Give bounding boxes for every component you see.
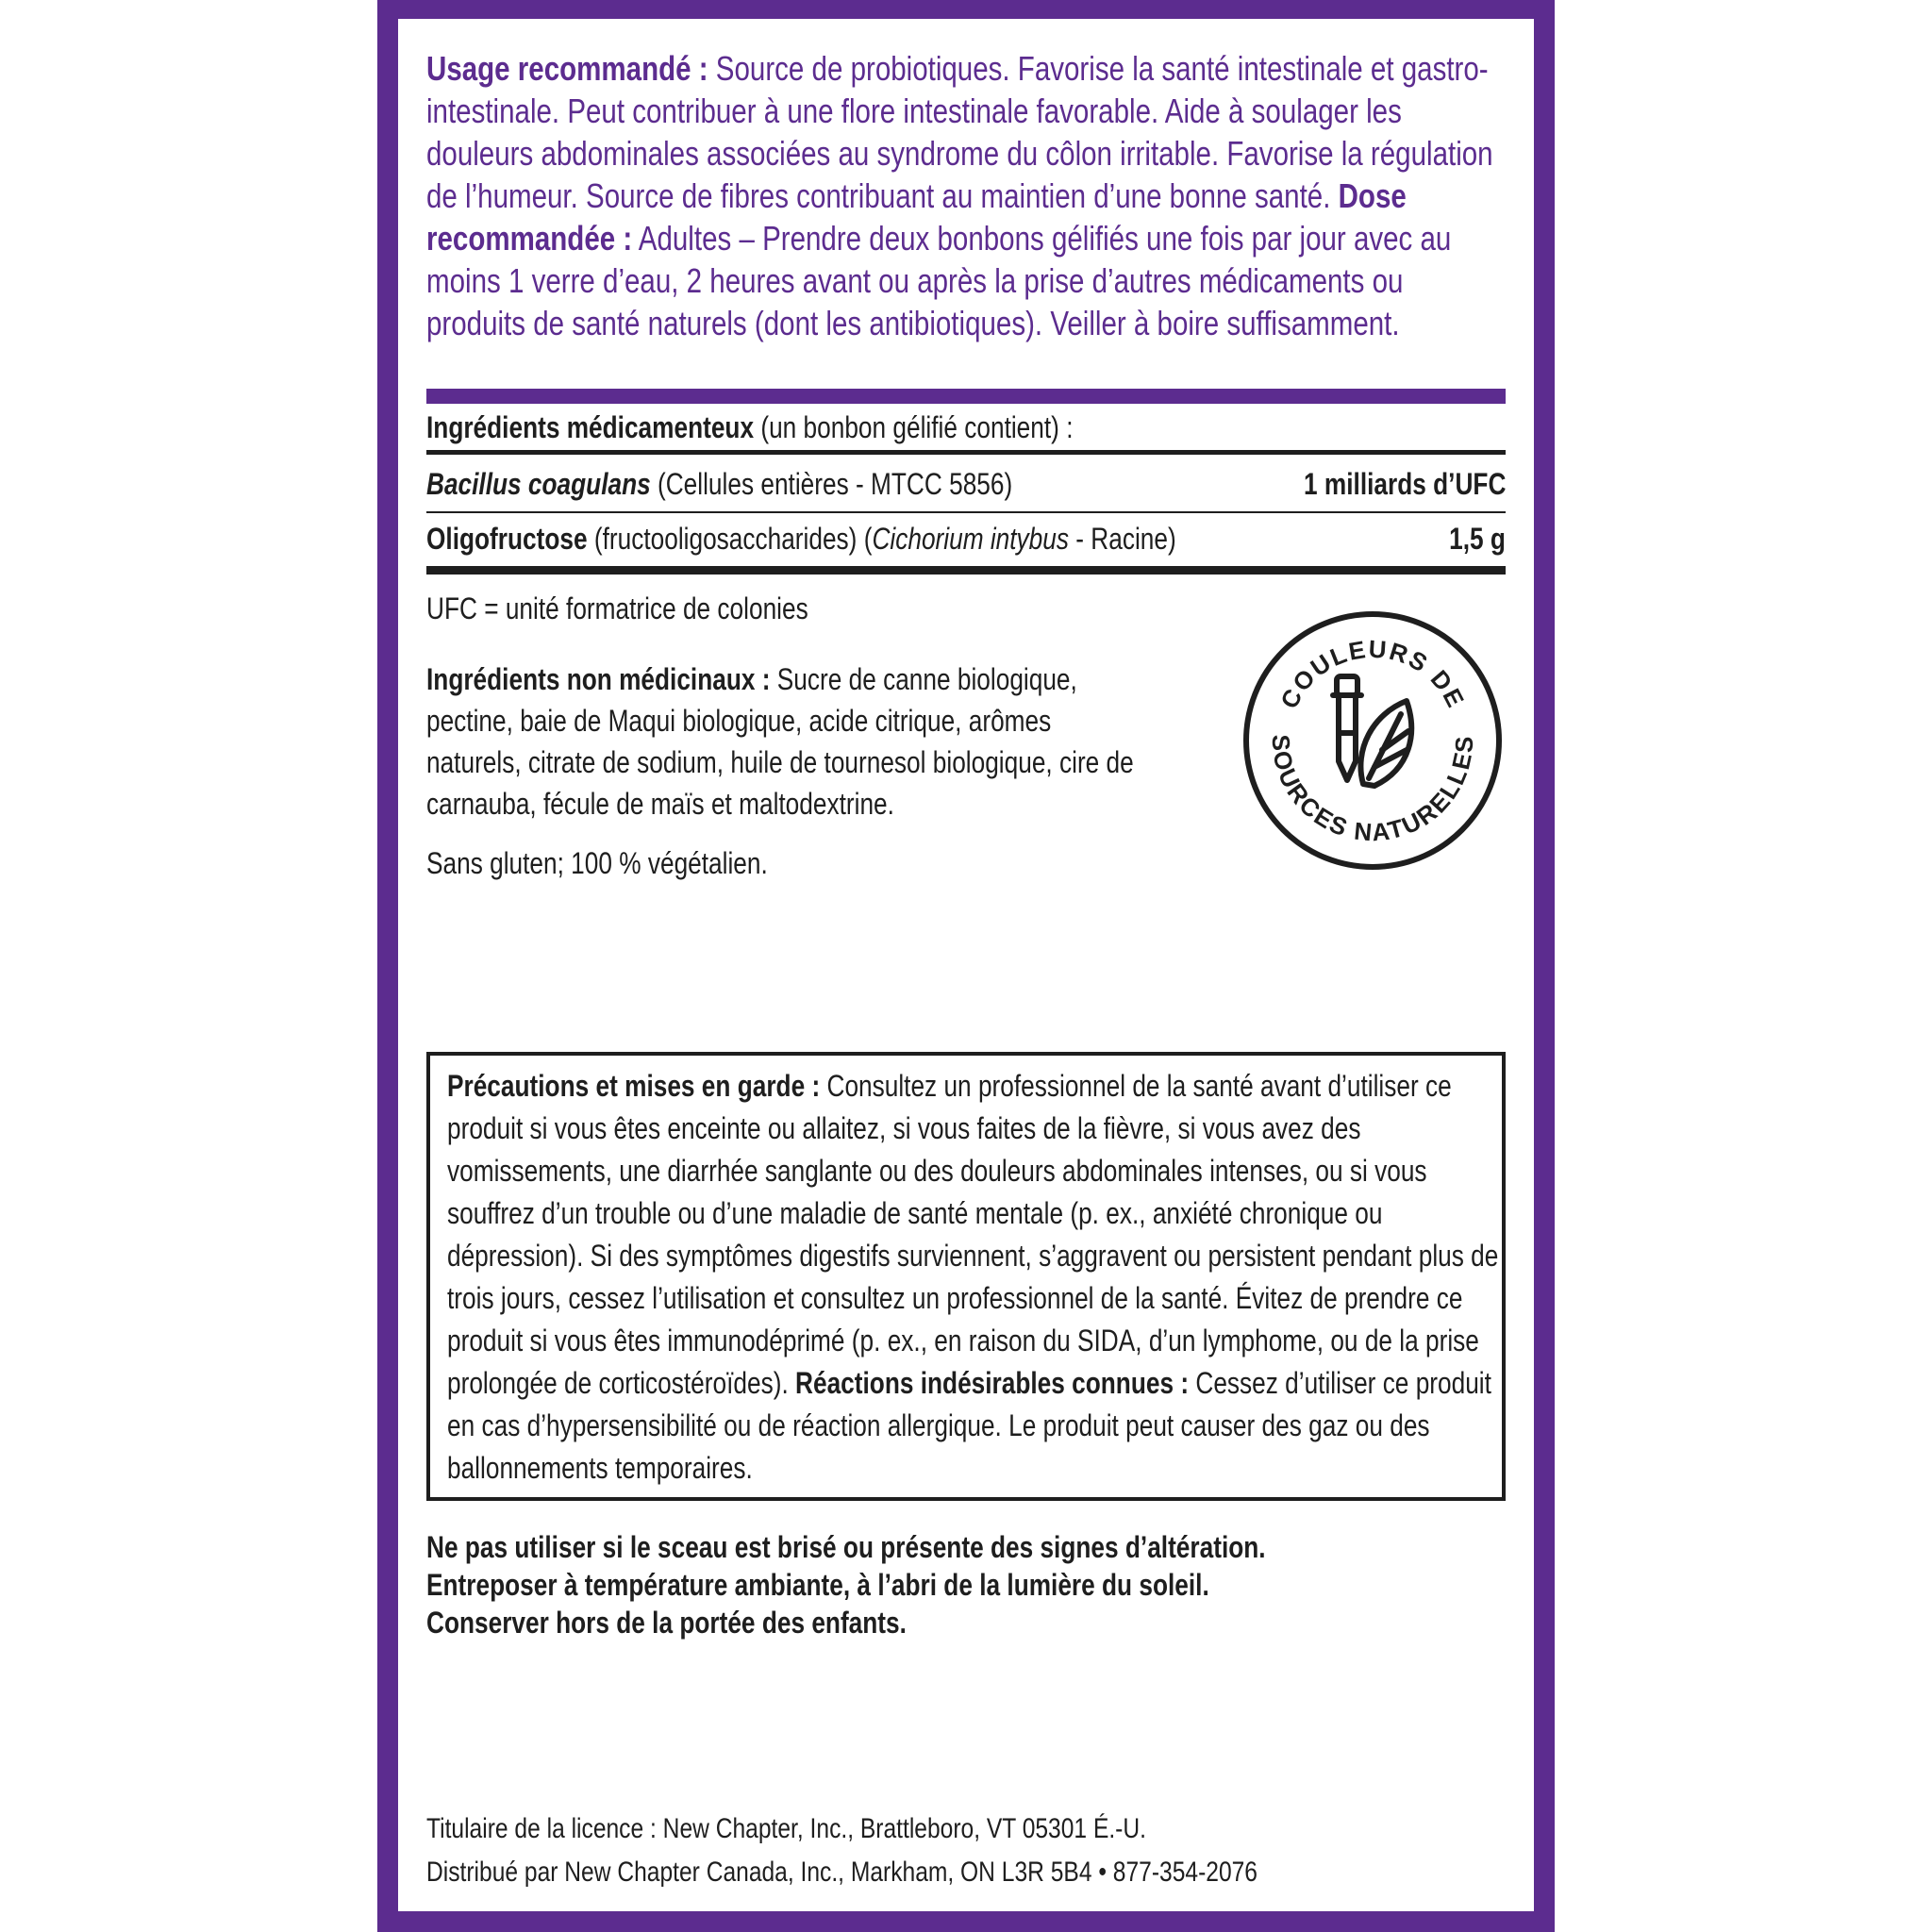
ingredient-amount: 1 milliards d’UFC (1303, 467, 1506, 501)
usage-label: Usage recommandé : (426, 49, 708, 88)
ingredient-name (426, 519, 1176, 558)
notice-line: Ne pas utiliser si le sceau est brisé ou présente des signes d’altération. (426, 1530, 1266, 1564)
non-medicinal-text: Sucre de canne biologique, pectine, baie de Maqui biologique, acide citrique, arômes naturels, citrate de sodium, huile de tournesol biologique, cire de carnauba, fécule de maïs et maltodextrine. (426, 662, 1134, 821)
ufc-note: UFC = unité formatrice de colonies (426, 591, 808, 625)
right-margin (1555, 0, 1932, 1932)
gluten-note: Sans gluten; 100 % végétalien. (426, 846, 768, 880)
ingredient-detail: - Racine) (1068, 522, 1176, 556)
dose-label: Dose recommandée : (426, 176, 1407, 258)
medicinal-heading-rest: (un bonbon gélifié contient) : (754, 410, 1074, 444)
license-holder: Titulaire de la licence : New Chapter, Inc., Brattleboro, VT 05301 É.-U. (426, 1813, 1146, 1844)
natural-colors-badge (1241, 608, 1505, 873)
non-medicinal-paragraph (426, 658, 1142, 824)
footer (426, 1807, 1257, 1894)
distributor: Distribué par New Chapter Canada, Inc., Markham, ON L3R 5B4 • 877-354-2076 (426, 1857, 1257, 1888)
notice-line: Entreposer à température ambiante, à l’abri de la lumière du soleil. (426, 1568, 1209, 1602)
non-medicinal-section (426, 658, 1134, 824)
reactions-text: Cessez d’utiliser ce produit en cas d’hypersensibilité ou de réaction allergique. Le produit peut causer des gaz ou des ballonnements temporaires. (447, 1366, 1491, 1485)
usage-paragraph (426, 47, 1506, 344)
left-margin (0, 0, 377, 1932)
table-bottom-rule (426, 566, 1506, 575)
badge-text-bottom: SOURCES NATURELLES (1266, 734, 1479, 847)
ingredient-amount: 1,5 g (1449, 522, 1506, 556)
badge-text-top: COULEURS DE (1274, 634, 1471, 713)
medicinal-heading (426, 408, 1073, 447)
section-divider-purple (426, 389, 1506, 404)
warnings-box (426, 1052, 1506, 1501)
non-medicinal-label: Ingrédients non médicinaux : (426, 662, 771, 696)
warnings-paragraph (447, 1065, 1507, 1490)
ingredient-name-italic: Bacillus coagulans (426, 467, 651, 501)
warnings-text: Consultez un professionnel de la santé avant d’utiliser ce produit si vous êtes enceinte ou allaitez, si vous faites de la fièvre, si vous avez des vomissements, une diarrhée sanglante ou des douleurs abdominales intenses, ou si vous souffrez d’un trouble ou d’une maladie de santé mentale (p. ex., anxiété chronique ou dépression). Si des symptômes digestifs surviennent, s’aggravent ou persistent pendant plus de trois jours, cessez l’utilisation et consultez un professionnel de la santé. Évitez de prendre ce produit si vous êtes immunodéprimé (p. ex., en raison du SIDA, d’un lymphome, ou de la prise prolongée de corticostéroïdes). (447, 1069, 1499, 1400)
warnings-label: Précautions et mises en garde : (447, 1069, 821, 1103)
reactions-label: Réactions indésirables connues : (795, 1366, 1190, 1400)
table-row-rule (426, 511, 1506, 513)
ingredient-name-bold: Oligofructose (426, 522, 588, 556)
ingredient-detail-italic: Cichorium intybus (872, 522, 1069, 556)
ingredient-detail: (Cellules entières - MTCC 5856) (650, 467, 1013, 501)
notice-line: Conserver hors de la portée des enfants. (426, 1606, 907, 1640)
table-top-rule (426, 450, 1506, 455)
usage-section (426, 47, 1506, 344)
medicinal-heading-bold: Ingrédients médicamenteux (426, 410, 755, 444)
ingredient-detail: (fructooligosaccharides) ( (587, 522, 873, 556)
ingredient-name (426, 464, 1012, 504)
usage-text: Source de probiotiques. Favorise la santé intestinale et gastro-intestinale. Peut contribuer à une flore intestinale favorable. Aide à soulager les douleurs abdominales associées au syndrome du côlon irritable. Favorise la régulation de l’humeur. Source de fibres contribuant au maintien d’une bonne santé. (426, 49, 1493, 215)
dose-text: Adultes – Prendre deux bonbons gélifiés une fois par jour avec au moins 1 verre d’eau, 2 heures avant ou après la prise d’autres médicaments ou produits de santé naturels (dont les antibiotiques). Veiller à boire suffisamment. (426, 219, 1452, 342)
storage-notices (426, 1528, 1266, 1641)
